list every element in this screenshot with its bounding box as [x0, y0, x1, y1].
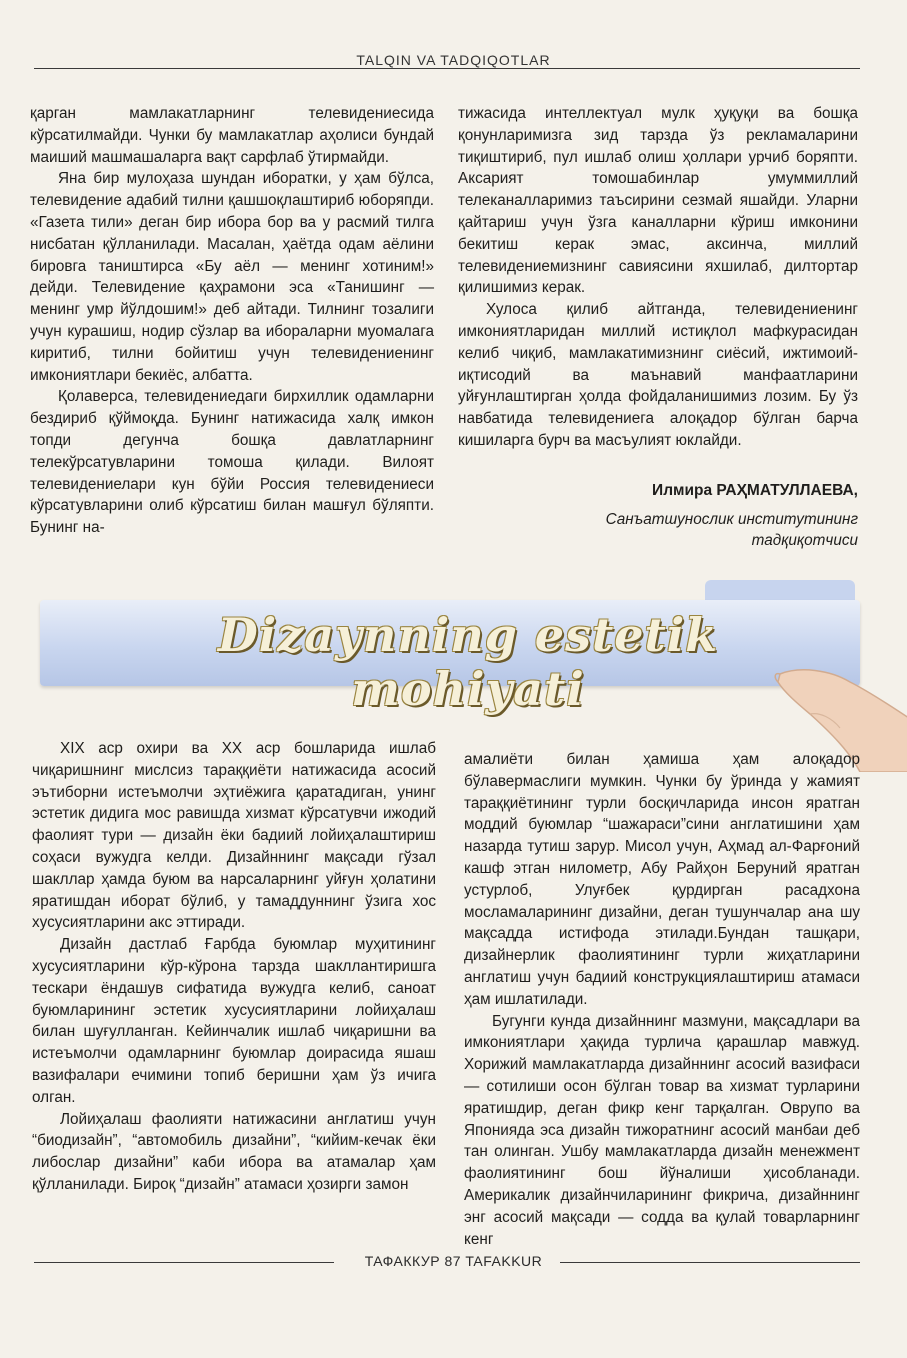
article1-right-column — [458, 103, 858, 452]
author-affiliation-line: Санъатшунослик институтининг — [605, 511, 858, 528]
paragraph: тижасида интеллектуал мулк ҳуқуқи ва бошқа қонунларимизга зид тарзда ўз рекламаларини тиқиштириб, пул ишлаб олиш ҳоллари урчиб боряпти. Аксарият томошабинлар умуммиллий телеканалларимиз таъсирини сезмай яшайди. Уларни қайтариш учун ўзга каналларни кўриш имконини бекитиш керак эмас, аксинча, миллий телевидениемизнинг савиясини яхшилаб, дилтортар қилишимиз керак. — [458, 105, 858, 297]
article2-title: Dizaynning estetik mohiyati — [217, 608, 719, 716]
article2-right-column — [464, 749, 860, 1250]
article1-left-column — [30, 103, 434, 539]
running-header — [0, 52, 907, 68]
page-footer: ТАФАККУР 87 TAFAKKUR — [364, 1253, 543, 1269]
article2-left-column — [32, 738, 436, 1196]
paragraph: XIX аср охири ва XX аср бошларида ишлаб чиқаришнинг мислсиз тараққиёти натижасида асосий эътиборни истеъмолчи эҳтиёжига қаратадиган, унинг эстетик дидига мос равишда хизмат кўрсатувчи ижодий фаолият тури — дизайн ёки бадиий лойиҳалаштириш соҳаси вужудга келди. Дизайннинг мақсади гўзал шакллар ҳамда буюм ва нарсаларнинг уйғун ҳолатини яратишдан иборат бўлиб, у тамаддуннинг ўзига хос хусусиятларини акс эттиради. — [32, 740, 436, 932]
paragraph: Яна бир мулоҳаза шундан иборатки, у ҳам бўлса, телевидение адабий тилни қашшоқлаштириб юборяпди. «Газета тили» деган бир ибора бор ва у расмий тилга нисбатан қўлланилади. Масалан, ҳаётда одам аёлини бировга таништирса «Бу аёл — менинг хотиним!» дейди. Телевидение қаҳрамони эса «Танишинг — менинг умр йўлдошим!» деб айтади. Тилнинг тозалиги учун курашиш, нодир сўзлар ва ибораларни муомалага киритиб, тилни бойитиш учун телевидениенинг имкониятлари бекиёс, албатта. — [30, 170, 434, 384]
paragraph: қарган мамлакатларнинг телевидениесида кўрсатилмайди. Чунки бу мамлакатлар аҳолиси бундай маиший машмашаларга вақт сарфлаб ўтирмайди. — [30, 105, 434, 166]
paragraph: Дизайн дастлаб Ғарбда буюмлар муҳитининг хусусиятларини кўр-кўрона тарзда шакллантиришга тескари ёндашув сифатида вужудга келиб, саноат буюмларининг эстетик хусусиятларини лойиҳалаш билан шуғулланган. Кейинчалик ишлаб чиқаришни ва истеъмолчи одамларнинг буюмлар доирасида яшаш вазифалари ечимини топиб беришни ҳам ўз ичига олган. — [32, 936, 436, 1106]
paragraph: Қолаверса, телевидениедаги бирхиллик одамларни бездириб қўймоқда. Бунинг натижасида халқ имкон топди дегунча бошқа давлатларнинг телекўрсатувларини томоша қилади. Вилоят телевидениелари кун бўйи Россия телевидениеси кўрсатувларини олиб кўрсатиш билан машғул бўляпти. Бунинг на- — [30, 388, 434, 537]
author-name: Илмира РАҲМАТУЛЛАЕВА, — [652, 482, 858, 499]
paragraph: Лойиҳалаш фаолияти натижасини англатиш учун “биодизайн”, “автомобиль дизайни”, “кийим-кечак ёки либослар дизайни” каби ибора ва атамалар ҳам қўлланилади. Бироқ “дизайн” атамаси ҳозирги замон — [32, 1110, 436, 1193]
running-header-text: TALQIN VA TADQIQOTLAR — [346, 52, 560, 68]
header-rule — [34, 68, 860, 69]
paragraph: Бугунги кунда дизайннинг мазмуни, мақсадлари ва имкониятлари ҳақида турлича қарашлар мавжуд. Хорижий мамлакатларда дизайннинг асосий вазифаси — сотилиши осон бўлган товар ва хизмат турларини яратишдир, деган фикр кенг тарқалган. Оврупо ва Японияда эса дизайн тижоратнинг асосий манбаи деб тан олинган. Ушбу мамлакатларда дизайн менежмент фаолиятининг бош йўналиши ҳисобланади. Америкалик дизайнчиларининг фикрича, дизайннинг энг асосий мақсади — содда ва қулай товарларнинг кенг — [464, 1012, 860, 1248]
paragraph: амалиёти билан ҳамиша ҳам алоқадор бўлавермаслиги мумкин. Чунки бу ўринда у жамият тараққиётининг турли босқичларида инсон яратган моддий буюмлар “шажараси”сини англатишини ҳам назарда тутиш зарур. Мисол учун, Аҳмад ал-Фарғоний кашф этган нилометр, Абу Райҳон Беруний яратган устурлоб, Улуғбек қурдирган расадхона мосламаларининг дизайни, деган тушунчалар ана шу мақсадда истифода этилади.Бундан ташқари, дизайнерлик фаолиятининг турли жиҳатларини англатиш учун бадиий конструкциялаштириш атамаси ҳам ишлатилади. — [464, 751, 860, 1008]
author-affiliation-line: тадқиқотчиси — [751, 532, 858, 549]
author-affiliation — [458, 509, 858, 551]
paragraph: Хулоса қилиб айтганда, телевидениенинг имкониятларидан миллий истиқлол мафкурасидан келиб чиқиб, мамлакатимизнинг сиёсий, ижтимоий-иқтисодий ва маънавий манфаатларини уйғунлаштирган ҳолда фойдаланишимиз лозим. Бу ўз навбатида телевидениега алоқадор бўлган барча кишиларга бурч ва масъулият юклайди. — [458, 301, 858, 449]
